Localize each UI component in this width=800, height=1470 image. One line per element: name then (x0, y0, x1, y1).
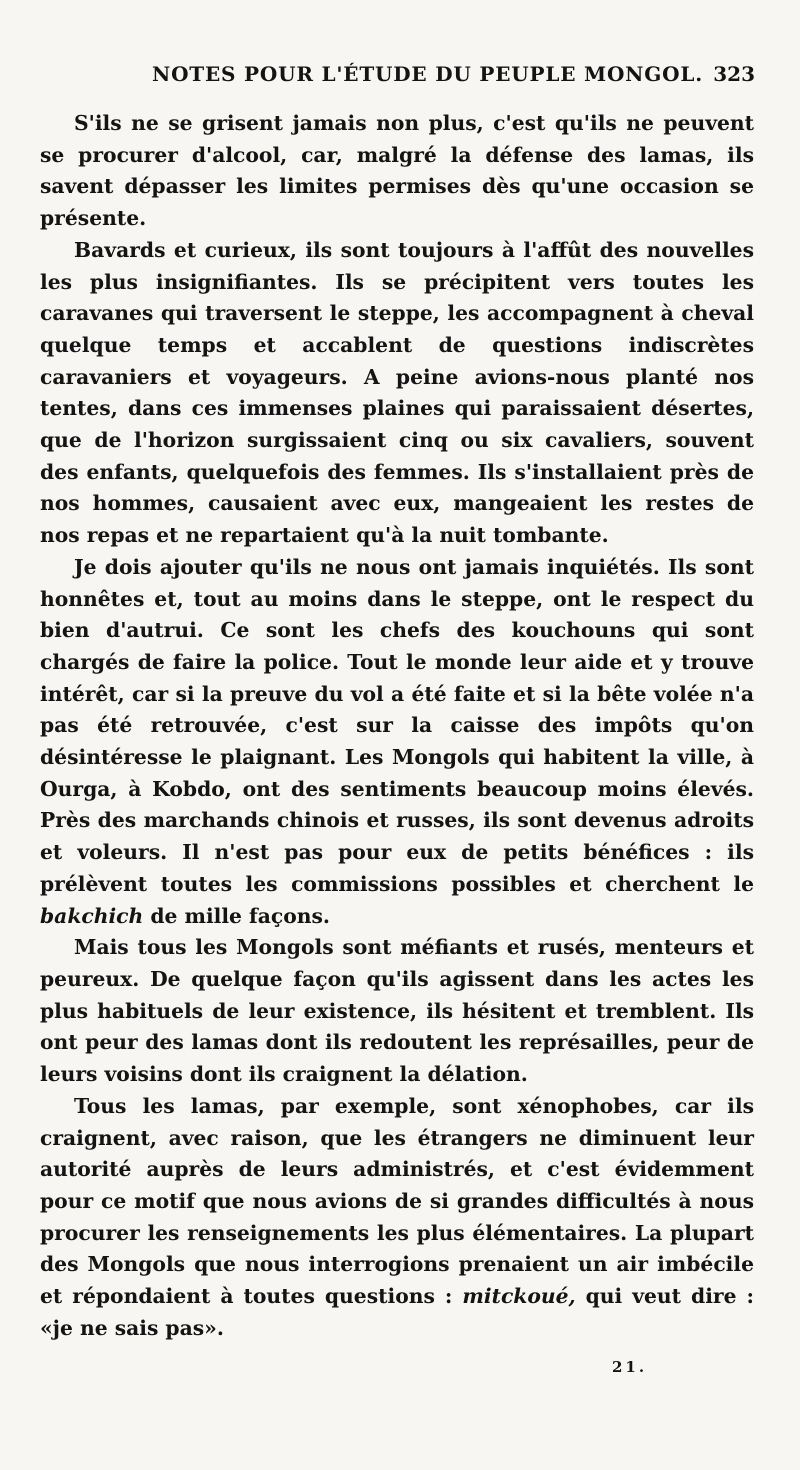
paragraph-text: Tous les lamas, par exemple, sont xénophobes, car ils craignent, avec raison, que les étrangers ne diminuent leur autorité auprès de leurs administrés, et c'est évidemment pour ce motif que nous avions de si grandes difficultés à nous procurer les renseignements les plus élémentaires. La plupart des Mongols que nous interrogions prenaient un air imbécile et répondaient à toutes questions : (40, 1093, 754, 1309)
italic-term: bakchich (40, 903, 144, 928)
paragraph-text: Je dois ajouter qu'ils ne nous ont jamais inquiétés. Ils sont honnêtes et, tout au moins dans le steppe, ont le respect du bien d'autrui. Ce sont les chefs des kouchouns qui sont chargés de faire la police. Tout le monde leur aide et y trouve intérêt, car si la preuve du vol a été faite et si la bête volée n'a pas été retrouvée, c'est sur la caisse des impôts qu'on désintéresse le plaignant. Les Mongols qui habitent la ville, à Ourga, à Kobdo, ont des sentiments beaucoup moins élevés. Près des marchands chinois et russes, ils sont devenus adroits et voleurs. Il n'est pas pour eux de petits bénéfices : ils prélèvent toutes les commissions possibles et cherchent le (40, 554, 754, 896)
running-head: NOTES POUR L'ÉTUDE DU PEUPLE MONGOL. (152, 62, 703, 86)
paragraph-text: qui veut dire : «je ne sais pas». (40, 1284, 755, 1340)
paragraph (40, 1091, 754, 1345)
italic-term: mitckoué, (462, 1284, 576, 1309)
paragraph: Bavards et curieux, ils sont toujours à l'affût des nouvelles les plus insignifiantes. Ils se précipitent vers toutes les caravanes qui traversent le steppe, les accompagnent à cheval quelque temps et accablent de questions indiscrètes caravaniers et voyageurs. A peine avions-nous planté nos tentes, dans ces immenses plaines qui paraissaient désertes, que de l'horizon surgissaient cinq ou six cavaliers, souvent des enfants, quelquefois des femmes. Ils s'installaient près de nos hommes, causaient avec eux, mangeaient les restes de nos repas et ne repartaient qu'à la nuit tombante. (40, 237, 754, 548)
paragraph: Mais tous les Mongols sont méfiants et rusés, menteurs et peureux. De quelque façon qu'ils agissent dans les actes les plus habituels de leur existence, ils hésitent et tremblent. Ils ont peur des lamas dont ils redoutent les représailles, peur de leurs voisins dont ils craignent la délation. (40, 935, 754, 1087)
body-text (40, 108, 754, 1344)
paragraph: S'ils ne se grisent jamais non plus, c'est qu'ils ne peuvent se procurer d'alcool, car, malgré la défense des lamas, ils savent dépasser les limites permises dès qu'une occasion se présente. (40, 111, 754, 231)
paragraph-text: de mille façons. (150, 903, 330, 928)
page-header (40, 60, 765, 96)
page-number: 323 (713, 62, 755, 86)
signature-mark: 21. (612, 1358, 648, 1376)
paragraph (40, 552, 754, 932)
